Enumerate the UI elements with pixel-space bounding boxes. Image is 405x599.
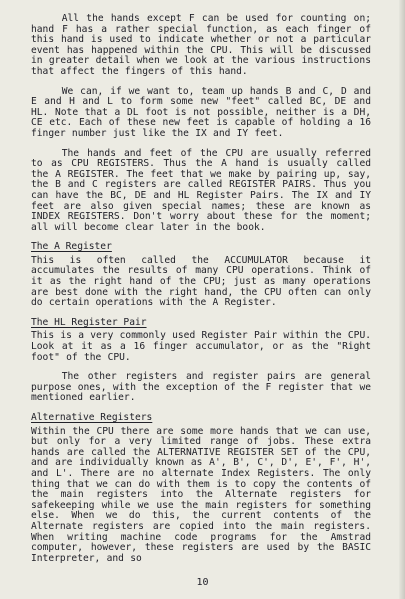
- heading-a-register: The A Register: [31, 241, 112, 253]
- paragraph-accumulator: This is often called the ACCUMULATOR because it accumulates the results of many CPU operations. Think of it as the right hand of the CPU; just as many operations are best done with the right hand, the CPU often can only do certain operations with the A Register.: [31, 254, 371, 309]
- heading-hl-register-pair: The HL Register Pair: [31, 316, 147, 328]
- paragraph-alternative-set: Within the CPU there are some more hands that we can use, but only for a very limited range of jobs. These extra hands are called the ALTERNATIVE REGISTER SET of the CPU, and are individually known as A', B', C', D', E', F', H', and L'. There are no alternate Index Registers. The only thing that we can do with them is to copy the contents of the main registers into the Alternate registers for safekeeping while we use the main registers for something else. When we do this, the current contents of the Alternate registers are copied into the main registers. When writing machine code programs for the Amstrad computer, however, these registers are used by the BASIC Interpreter, and so: [31, 425, 371, 564]
- paragraph-hl-pair: This is a very commonly used Register Pair within the CPU. Look at it as a 16 finger accumulator, or as the "Right foot" of the CPU.: [31, 330, 372, 363]
- page-binding-shadow: [399, 0, 405, 599]
- paragraph-flags-hand: All the hands except F can be used for counting on; hand F has a rather special function, as each finger of this hand is used to indicate whether or not a particular event has happened within the CPU. This will be discussed in greater detail when we look at the various instructions that affect the fingers of this hand.: [31, 13, 371, 77]
- heading-alternative-registers: Alternative Registers: [31, 412, 153, 423]
- paragraph-general-purpose: The other registers and register pairs are general purpose ones, with the exception of the F register that we mentioned earlier.: [31, 371, 372, 404]
- page-number: 10: [196, 577, 209, 588]
- paragraph-cpu-registers: The hands and feet of the CPU are usually referred to as CPU REGISTERS. Thus the A hand is usually called the A REGISTER. The feet that we make by pairing up, say, the B and C registers are called REGISTER PAIRS. Thus you can have the BC, DE and HL Register Pairs. The IX and IY feet are also given special names; these are known as INDEX REGISTERS. Don't worry about these for the moment; all will become clear later in the book.: [31, 147, 371, 233]
- paragraph-register-feet: We can, if we want to, team up hands B and C, D and E and H and L to form some new "feet" called BC, DE and HL. Note that a DL foot is not possible, neither is a DH, CE etc. Each of these new feet is capable of holding a 16 finger number just like the IX and IY feet.: [31, 85, 371, 139]
